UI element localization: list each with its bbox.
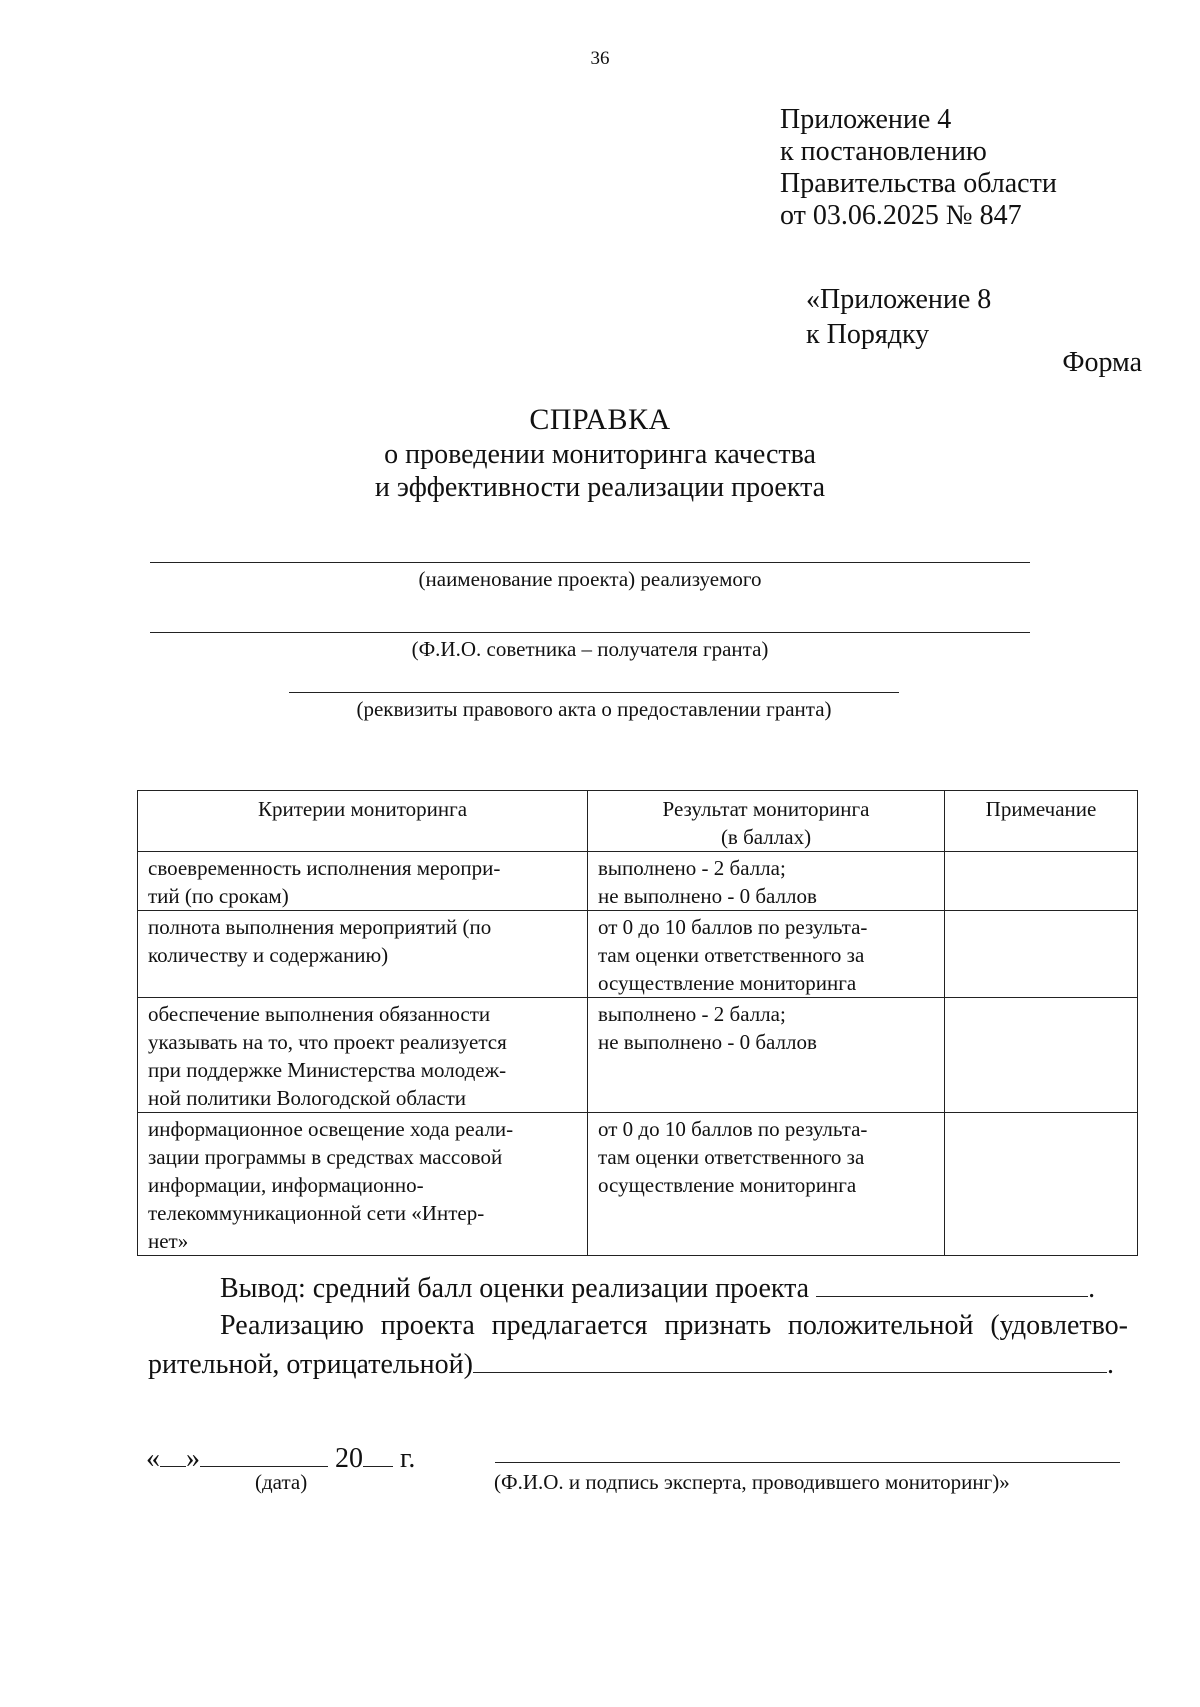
- criteria-line: указывать на то, что проект реализуется: [148, 1030, 507, 1054]
- header-criteria: Критерии мониторинга: [138, 791, 588, 852]
- appendix-header: [780, 104, 1057, 232]
- document-title: СПРАВКА: [529, 403, 671, 436]
- table-row: [138, 911, 1138, 998]
- criteria-cell: [138, 911, 588, 998]
- criteria-line: информации, информационно-: [148, 1173, 424, 1197]
- expert-signature-caption: (Ф.И.О. и подпись эксперта, проводившего мониторинг)»: [494, 1470, 1010, 1494]
- result-cell: [588, 852, 945, 911]
- monitoring-criteria-table: [137, 790, 1138, 1256]
- order-appendix-header: [806, 282, 991, 352]
- conclusion-period: .: [1088, 1273, 1096, 1304]
- header-result-line: (в баллах): [720, 825, 812, 849]
- note-cell[interactable]: [945, 852, 1138, 911]
- conclusion-block: [148, 1268, 1128, 1383]
- result-line: там оценки ответственного за: [598, 943, 865, 967]
- expert-signature-field[interactable]: [495, 1462, 1120, 1463]
- advisor-name-caption: (Ф.И.О. советника – получателя гранта): [411, 637, 769, 661]
- document-subtitle: о проведении мониторинга качества: [384, 439, 816, 470]
- note-cell[interactable]: [945, 1113, 1138, 1256]
- page-number: 36: [590, 48, 610, 69]
- result-line: выполнено - 2 балла;: [598, 856, 786, 880]
- conclusion-recommendation-cont: [148, 1344, 1128, 1383]
- appendix-line: Правительства области: [780, 168, 1057, 199]
- month-field[interactable]: [200, 1440, 328, 1467]
- quote-open: «: [146, 1443, 160, 1474]
- year-prefix: 20: [335, 1443, 363, 1474]
- result-cell: [588, 1113, 945, 1256]
- conclusion-text: Реализацию проекта предлагается признать положительной (удовлетво-: [220, 1310, 1128, 1341]
- conclusion-average-score: [148, 1268, 1128, 1307]
- result-line: не выполнено - 0 баллов: [598, 1030, 817, 1054]
- result-cell: [588, 998, 945, 1113]
- table-row: [138, 998, 1138, 1113]
- year-suffix: г.: [400, 1443, 416, 1474]
- criteria-line: ной политики Вологодской области: [148, 1086, 467, 1110]
- criteria-line: полнота выполнения мероприятий (по: [148, 915, 492, 939]
- criteria-line: количеству и содержанию): [148, 943, 389, 967]
- order-appendix-line: к Порядку: [806, 319, 930, 350]
- document-subtitle: и эффективности реализации проекта: [374, 472, 826, 503]
- criteria-cell: [138, 1113, 588, 1256]
- criteria-line: телекоммуникационной сети «Интер-: [148, 1201, 485, 1225]
- advisor-name-field[interactable]: [150, 632, 1030, 633]
- legal-act-field[interactable]: [289, 692, 899, 693]
- table-row: [138, 852, 1138, 911]
- conclusion-text: Вывод: средний балл оценки реализации проекта: [220, 1273, 810, 1304]
- note-cell[interactable]: [945, 911, 1138, 998]
- year-field[interactable]: [363, 1440, 393, 1467]
- table-row: [138, 1113, 1138, 1256]
- criteria-line: нет»: [148, 1229, 189, 1253]
- header-result-line: Результат мониторинга: [662, 797, 870, 821]
- appendix-line: к постановлению: [780, 136, 987, 167]
- result-line: от 0 до 10 баллов по результа-: [598, 915, 868, 939]
- criteria-line: зации программы в средствах массовой: [148, 1145, 503, 1169]
- criteria-cell: [138, 998, 588, 1113]
- criteria-cell: [138, 852, 588, 911]
- average-score-field[interactable]: [816, 1268, 1088, 1297]
- project-name-field[interactable]: [150, 562, 1030, 563]
- header-result: [588, 791, 945, 852]
- criteria-line: тий (по срокам): [148, 884, 289, 908]
- note-cell[interactable]: [945, 998, 1138, 1113]
- conclusion-text: рительной, отрицательной): [148, 1349, 473, 1380]
- date-caption: (дата): [255, 1470, 308, 1494]
- result-line: осуществление мониторинга: [598, 971, 857, 995]
- legal-act-caption: (реквизиты правового акта о предоставлении гранта): [356, 697, 832, 721]
- appendix-line: от 03.06.2025 № 847: [780, 200, 1022, 231]
- criteria-line: своевременность исполнения меропри-: [148, 856, 501, 880]
- quote-close: »: [186, 1443, 200, 1474]
- criteria-line: при поддержке Министерства молодеж-: [148, 1058, 507, 1082]
- result-line: выполнено - 2 балла;: [598, 1002, 786, 1026]
- conclusion-recommendation: [148, 1307, 1128, 1344]
- criteria-line: обеспечение выполнения обязанности: [148, 1002, 491, 1026]
- document-title-block: [0, 402, 1200, 504]
- result-cell: [588, 911, 945, 998]
- conclusion-period: .: [1106, 1349, 1114, 1380]
- result-line: осуществление мониторинга: [598, 1173, 857, 1197]
- header-note: Примечание: [945, 791, 1138, 852]
- result-line: от 0 до 10 баллов по результа-: [598, 1117, 868, 1141]
- order-appendix-line: «Приложение 8: [806, 284, 992, 315]
- project-name-caption: (наименование проекта) реализуемого: [418, 567, 762, 591]
- result-line: там оценки ответственного за: [598, 1145, 865, 1169]
- appendix-line: Приложение 4: [780, 104, 952, 135]
- form-label: Форма: [1062, 347, 1142, 378]
- table-header-row: [138, 791, 1138, 852]
- day-field[interactable]: [160, 1440, 186, 1467]
- assessment-field[interactable]: [473, 1344, 1107, 1373]
- criteria-line: информационное освещение хода реали-: [148, 1117, 514, 1141]
- result-line: не выполнено - 0 баллов: [598, 884, 817, 908]
